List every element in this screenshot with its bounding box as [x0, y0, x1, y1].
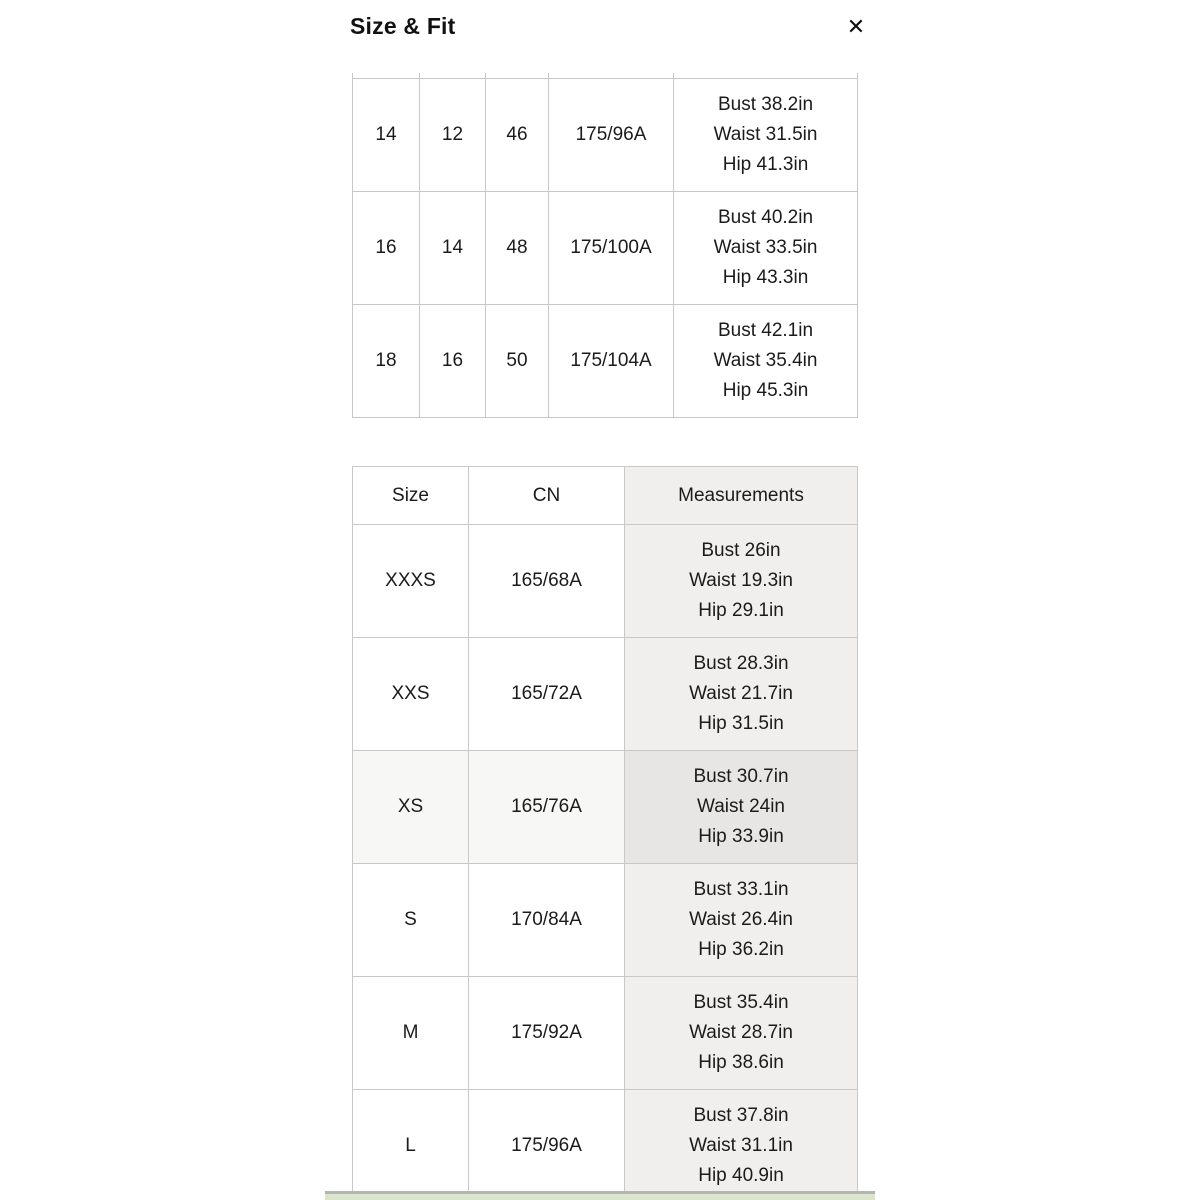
size-cell: 48 [486, 191, 549, 304]
bust-value: Bust 37.8in [693, 1105, 789, 1126]
waist-value: Waist 19.3in [689, 570, 793, 591]
hip-value: Hip 36.2in [698, 939, 784, 960]
size-cell: S [353, 864, 469, 977]
measurements-cell [625, 864, 858, 977]
size-cell: L [353, 1090, 469, 1192]
cn-size-cell: 165/68A [469, 525, 625, 638]
size-cell: XS [353, 751, 469, 864]
bust-value: Bust 40.2in [717, 206, 814, 228]
hip-value: Hip 45.3in [722, 379, 809, 401]
measurements-cell [625, 1090, 858, 1192]
cn-size-table [352, 466, 858, 1191]
measurements-cell [674, 191, 858, 304]
clipped-footer-element [325, 1191, 875, 1200]
waist-value: Waist 26.4in [689, 909, 793, 930]
table-row [353, 638, 858, 751]
bust-value: Bust 26in [701, 540, 781, 561]
waist-value: Waist 31.5in [713, 123, 818, 145]
size-cell: 12 [420, 78, 486, 191]
cn-size-cell: 165/72A [469, 638, 625, 751]
measurements-column-header: Measurements [625, 467, 858, 525]
hip-value: Hip 43.3in [722, 266, 809, 288]
cn-size-cell: 175/96A [549, 78, 674, 191]
size-cell: XXXS [353, 525, 469, 638]
hip-value: Hip 41.3in [722, 153, 809, 175]
hip-value: Hip 31.5in [698, 713, 784, 734]
hip-value: Hip 33.9in [698, 826, 784, 847]
cn-size-cell: 175/104A [549, 304, 674, 417]
measurements-cell [674, 78, 858, 191]
size-cell: M [353, 977, 469, 1090]
close-icon[interactable]: ✕ [839, 11, 873, 45]
table-row [353, 977, 858, 1090]
table-row [353, 191, 858, 304]
hip-value: Hip 40.9in [698, 1165, 784, 1186]
size-cell: 14 [353, 78, 420, 191]
hip-value: Hip 38.6in [698, 1052, 784, 1073]
size-column-header: Size [353, 467, 469, 525]
measurements-cell [625, 638, 858, 751]
measurements-cell [625, 751, 858, 864]
cn-size-cell: 175/92A [469, 977, 625, 1090]
hip-value: Hip 29.1in [698, 600, 784, 621]
waist-value: Waist 21.7in [689, 683, 793, 704]
size-cell: 14 [420, 191, 486, 304]
waist-value: Waist 35.4in [713, 349, 818, 371]
table-row [353, 525, 858, 638]
waist-value: Waist 28.7in [689, 1022, 793, 1043]
size-cell: 18 [353, 304, 420, 417]
bust-value: Bust 42.1in [717, 319, 814, 341]
bust-value: Bust 28.3in [693, 653, 789, 674]
table-row [353, 864, 858, 977]
international-size-table [352, 73, 858, 418]
waist-value: Waist 24in [697, 796, 785, 817]
page-title: Size & Fit [350, 13, 456, 39]
size-cell: 46 [486, 78, 549, 191]
waist-value: Waist 33.5in [713, 236, 818, 258]
cn-size-cell: 165/76A [469, 751, 625, 864]
table-row [353, 304, 858, 417]
cn-size-cell: 170/84A [469, 864, 625, 977]
table-row-highlighted [353, 751, 858, 864]
size-chart-scroll-area[interactable] [325, 0, 875, 1191]
table-header-row [353, 467, 858, 525]
size-cell: 50 [486, 304, 549, 417]
bust-value: Bust 30.7in [693, 766, 789, 787]
cn-column-header: CN [469, 467, 625, 525]
measurements-cell [674, 304, 858, 417]
cn-size-cell: 175/96A [469, 1090, 625, 1192]
size-cell: XXS [353, 638, 469, 751]
size-cell: 16 [353, 191, 420, 304]
size-fit-panel [325, 0, 875, 1200]
bust-value: Bust 35.4in [693, 992, 789, 1013]
table-row [353, 78, 858, 191]
table-row [353, 1090, 858, 1192]
cn-size-cell: 175/100A [549, 191, 674, 304]
waist-value: Waist 31.1in [689, 1135, 793, 1156]
size-cell: 16 [420, 304, 486, 417]
bust-value: Bust 38.2in [717, 93, 814, 115]
measurements-cell [625, 525, 858, 638]
measurements-cell [625, 977, 858, 1090]
bust-value: Bust 33.1in [693, 879, 789, 900]
